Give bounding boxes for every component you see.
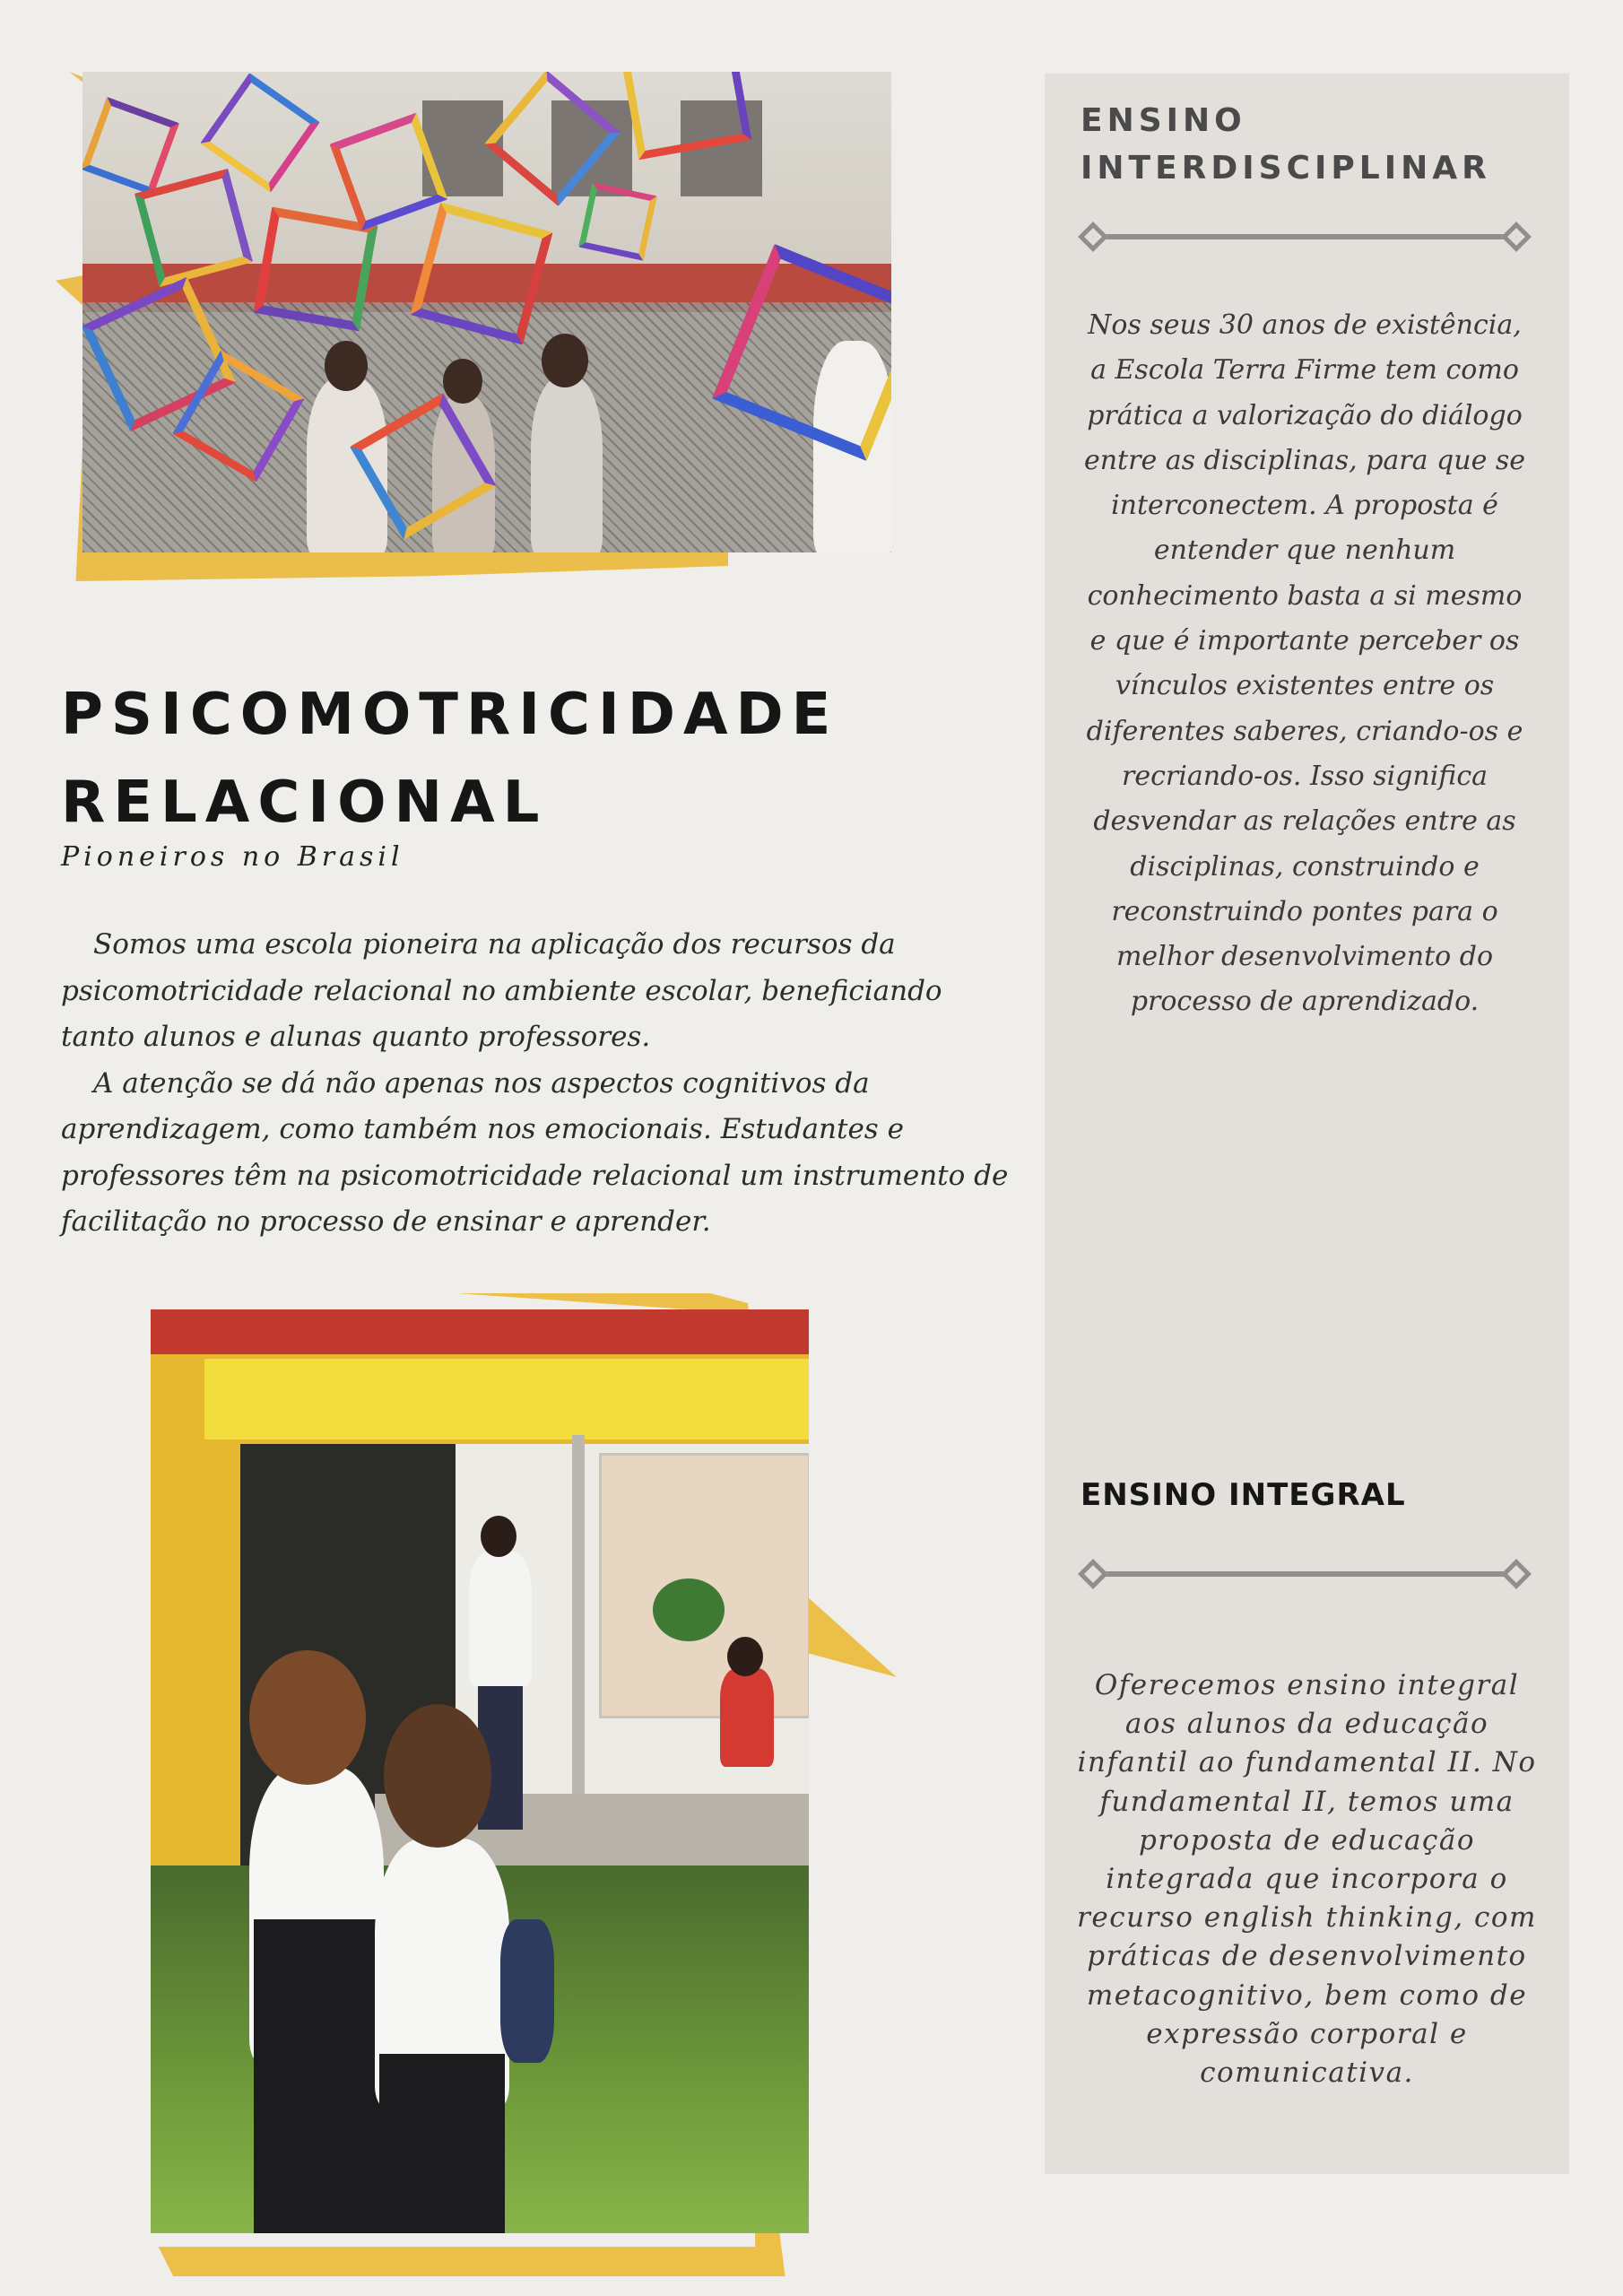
diamond-icon (1078, 1559, 1108, 1589)
title-line-2: RELACIONAL (61, 770, 548, 836)
divider-line (1102, 1571, 1507, 1577)
diamond-icon (1501, 222, 1532, 252)
section-title-line-2: INTERDISCIPLINAR (1081, 150, 1491, 187)
divider-line (1102, 234, 1507, 239)
section-title-integral: ENSINO INTEGRAL (1081, 1477, 1406, 1513)
page-subtitle: Pioneiros no Brasil (61, 841, 404, 873)
section-divider (1081, 1556, 1529, 1592)
section-divider (1081, 219, 1529, 255)
section-text-interdisciplinar: Nos seus 30 anos de existência, a Escola Terra Firme tem como prática a valorização do diálogo entre as disciplinas, para que se interconectem. A proposta é entender que nenhum conhecimento basta a si mesmo e que é importante perceber os vínculos existentes entre os diferentes saberes, criando-os e recriando-os. Isso significa desvendar as relações entre as disciplinas, construindo e reconstruindo pontes para o melhor desenvolvimento do processo de aprendizado. (1083, 309, 1526, 1018)
title-line-1: PSICOMOTRICIDADE (61, 682, 839, 748)
photo-colorful-cubes-installation (82, 72, 891, 552)
diamond-icon (1501, 1559, 1532, 1589)
photo-frame-brush-spike (807, 1596, 897, 1677)
intro-paragraph-2: A atenção se dá não apenas nos aspectos cognitivos da aprendizagem, como também nos emocionais. Estudantes e professores têm na psicomotricidade relacional um instrumento de facilitação no processo de ensinar e aprender. (61, 1066, 1009, 1238)
photo-students-at-school (151, 1309, 809, 2233)
section-title-line-1: ENSINO (1081, 102, 1246, 139)
section-title-interdisciplinar (1081, 97, 1547, 192)
section-text-integral: Oferecemos ensino integral aos alunos da educação infantil ao fundamental II. No fundamental II, temos uma proposta de educação integrada que incorpora o recurso english thinking, com práticas de desenvolvimento metacognitivo, bem como de expressão corporal e comunicativa. (1077, 1669, 1537, 2090)
diamond-icon (1078, 222, 1108, 252)
intro-paragraph-1: Somos uma escola pioneira na aplicação dos recursos da psicomotricidade relacional no ambiente escolar, beneficiando tanto alunos e alunas quanto professores. (61, 928, 942, 1053)
sidebar-panel (1045, 74, 1569, 2174)
intro-text (61, 922, 1011, 1246)
page-title (61, 671, 958, 847)
